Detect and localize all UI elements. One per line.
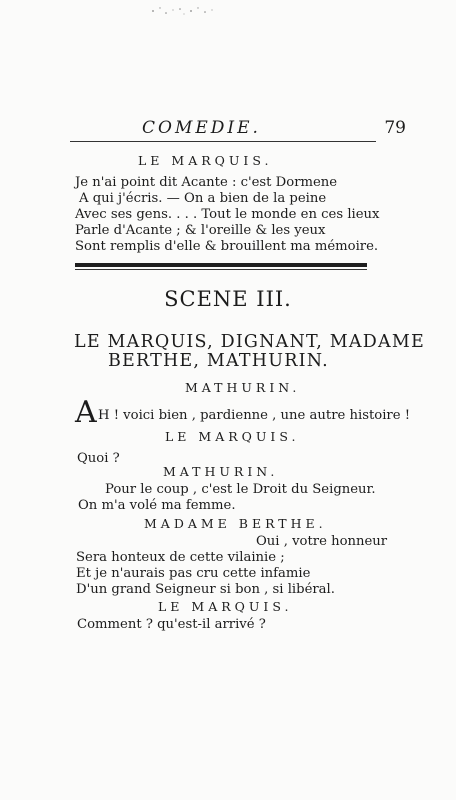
verse-line: Et je n'aurais pas cru cette infamie (76, 566, 311, 581)
verse-line: Comment ? qu'est-il arrivé ? (77, 617, 266, 632)
verse-line: On m'a volé ma femme. (78, 498, 236, 513)
verse-line: Avec ses gens. . . . Tout le monde en ces lieux (75, 207, 380, 222)
header-rule (70, 141, 376, 142)
scene-title: SCENE III. (164, 287, 292, 311)
speaker-name: MATHURIN. (185, 380, 301, 395)
verse-line: A qui j'écris. — On a bien de la peine (79, 191, 327, 206)
verse-line: Parle d'Acante ; & l'oreille & les yeux (75, 223, 326, 238)
verse-line: H ! voici bien , pardienne , une autre histoire ! (98, 408, 411, 423)
verse-line: Je n'ai point dit Acante : c'est Dormene (75, 175, 338, 190)
divider-thick-rule (75, 263, 367, 267)
running-title: COMEDIE. (142, 118, 261, 138)
scene-divider (75, 263, 367, 270)
scene-characters-line: BERTHE, MATHURIN. (108, 351, 329, 371)
print-specks (150, 4, 220, 18)
speaker-name: LE MARQUIS. (158, 599, 293, 614)
drop-cap: A (75, 395, 97, 430)
verse-line: Sera honteux de cette vilainie ; (76, 550, 285, 565)
page-number: 79 (384, 118, 406, 138)
verse-line: Quoi ? (77, 451, 120, 466)
scene-characters-line: LE MARQUIS, DIGNANT, MADAME (74, 332, 425, 352)
divider-thin-rule (75, 269, 367, 270)
running-head (66, 118, 406, 138)
verse-line: Pour le coup , c'est le Droit du Seigneur. (105, 482, 376, 497)
verse-line: Sont remplis d'elle & brouillent ma mémoire. (75, 239, 379, 254)
verse-line: Oui , votre honneur (256, 534, 388, 549)
speaker-name: LE MARQUIS. (165, 429, 300, 444)
speaker-name: MATHURIN. (163, 464, 279, 479)
speaker-name: MADAME BERTHE. (144, 516, 327, 531)
speaker-name: LE MARQUIS. (138, 153, 273, 168)
verse-line: D'un grand Seigneur si bon , si libéral. (76, 582, 335, 597)
